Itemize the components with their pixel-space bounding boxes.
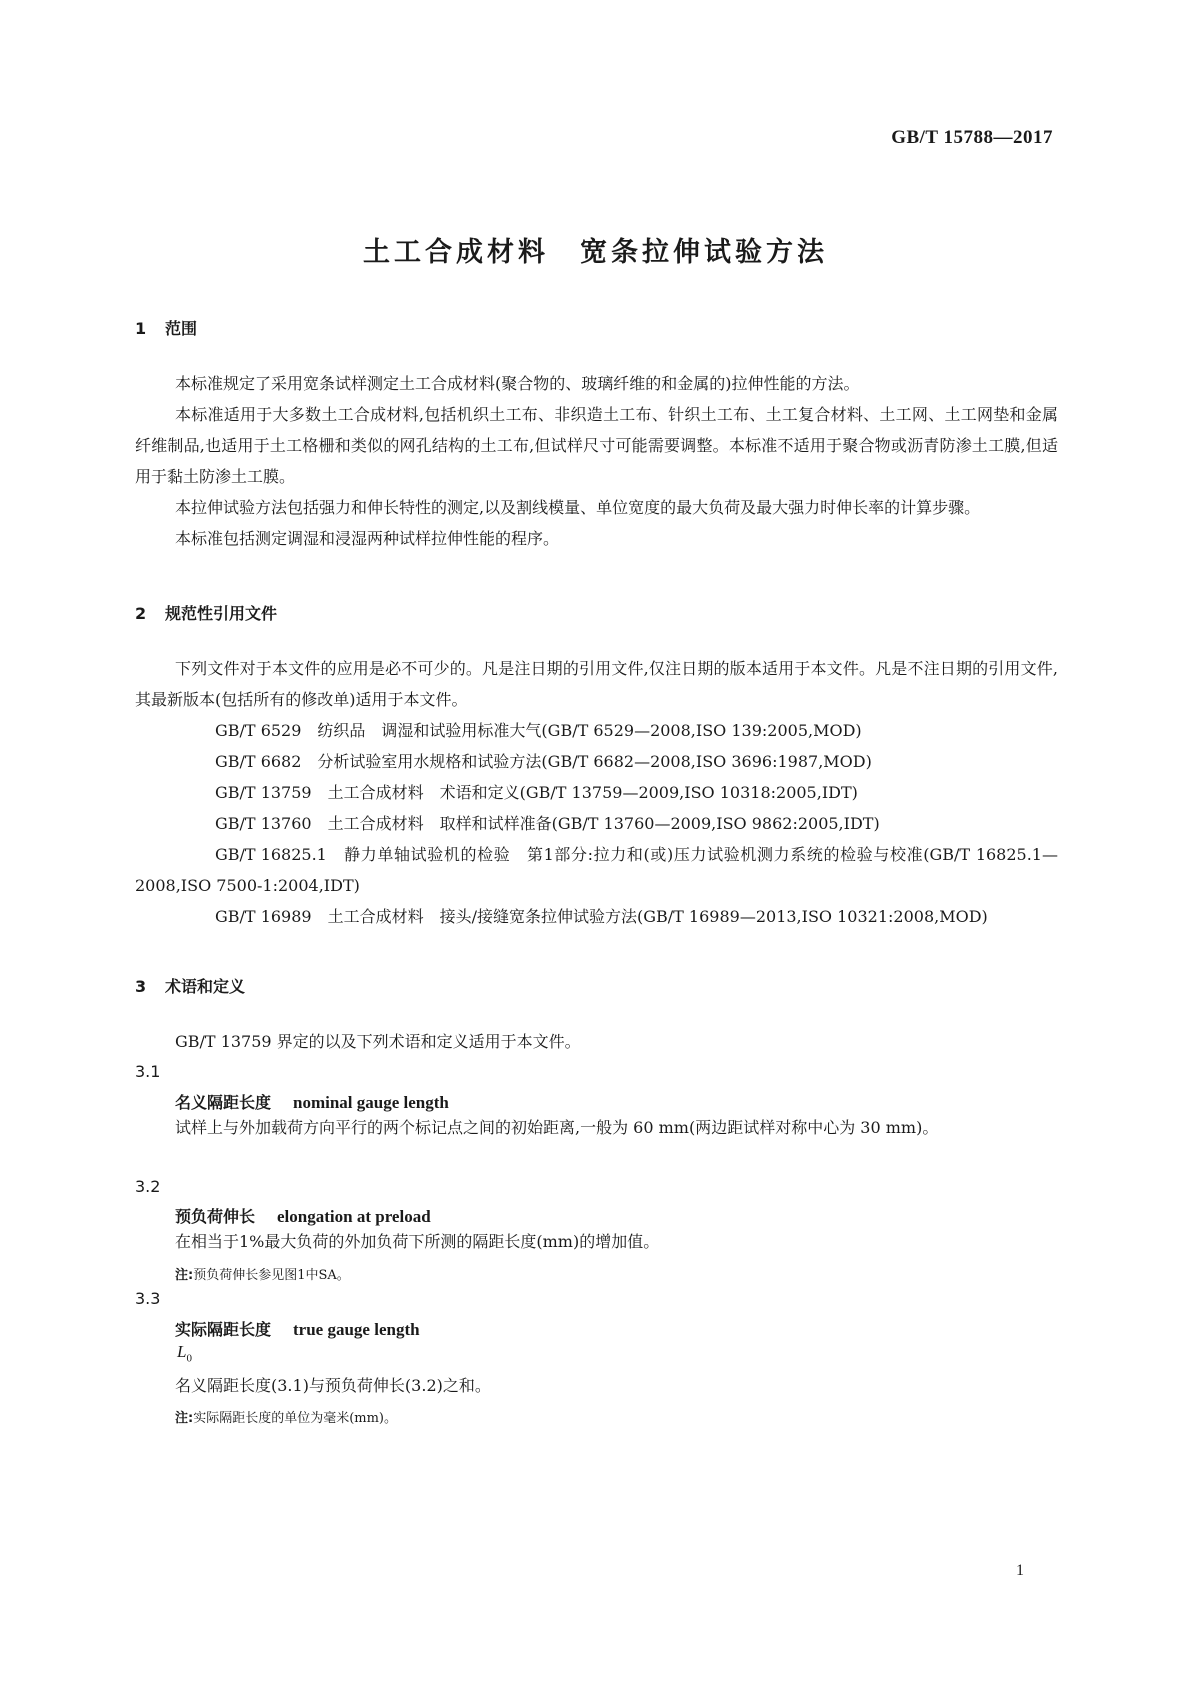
reference-code: GB/T 6529 [215,721,302,740]
note-text: 预负荷伸长参见图1中SA。 [193,1268,350,1283]
clause-number: 3.3 [135,1289,161,1308]
page-number: 1 [1016,1562,1024,1579]
term-en: nominal gauge length [293,1093,449,1112]
reference-item [135,901,1058,932]
reference-title: 土工合成材料 术语和定义(GB/T 13759—2009,ISO 10318:2005,IDT) [327,783,858,802]
section-title: 术语和定义 [165,977,246,996]
reference-code: GB/T 16989 [215,907,312,926]
paragraph: 本标准规定了采用宽条试样测定土工合成材料(聚合物的、玻璃纤维的和金属的)拉伸性能的方法。 [175,374,860,393]
document-title: 土工合成材料 宽条拉伸试验方法 [363,237,828,268]
clause-number: 3.2 [135,1177,161,1196]
term-note [175,1407,397,1426]
reference-item [135,808,1058,839]
reference-item [135,746,1058,777]
reference-code: GB/T 13760 [215,814,312,833]
paragraph: 本标准适用于大多数土工合成材料,包括机织土工布、非织造土工布、针织土工布、土工复合材料、土工网、土工网垫和金属纤维制品,也适用于土工格栅和类似的网孔结构的土工布,但试样尺寸可能需要调整。本标准不适用于聚合物或沥青防渗土工膜,但适用于黏土防渗土工膜。 [135,405,1058,486]
section-number: 3 [135,977,147,996]
term-heading [175,1317,420,1340]
reference-item [135,839,1058,901]
paragraph: 下列文件对于本文件的应用是必不可少的。凡是注日期的引用文件,仅注日期的版本适用于本文件。凡是不注日期的引用文件,其最新版本(包括所有的修改单)适用于本文件。 [135,659,1058,709]
note-text: 实际隔距长度的单位为毫米(mm)。 [193,1411,398,1426]
reference-title: 静力单轴试验机的检验 第1部分:拉力和(或)压力试验机测力系统的检验与校准(GB/T 16825.1—2008,ISO 7500-1:2004,IDT) [135,845,1058,895]
standard-number: GB/T 15788—2017 [891,127,1053,148]
section-3-intro: GB/T 13759 界定的以及下列术语和定义适用于本文件。 [175,1032,581,1051]
term-en: elongation at preload [277,1207,431,1226]
term-note [175,1264,350,1283]
section-2-body [135,653,1058,932]
term-zh: 预负荷伸长 [175,1207,256,1226]
symbol-subscript: 0 [186,1352,192,1365]
reference-title: 土工合成材料 取样和试样准备(GB/T 13760—2009,ISO 9862:2005,IDT) [327,814,880,833]
section-title: 范围 [165,319,198,338]
reference-code: GB/T 13759 [215,783,312,802]
reference-item [135,715,1058,746]
term-zh: 名义隔距长度 [175,1093,272,1112]
term-definition: 在相当于1%最大负荷的外加负荷下所测的隔距长度(mm)的增加值。 [175,1232,660,1251]
note-label: 注: [175,1411,194,1426]
section-1-heading [135,316,197,339]
term-en: true gauge length [293,1320,420,1339]
section-title: 规范性引用文件 [165,604,278,623]
clause-number: 3.1 [135,1062,161,1081]
symbol-letter: L [177,1342,187,1361]
section-number: 1 [135,319,147,338]
term-definition: 试样上与外加载荷方向平行的两个标记点之间的初始距离,一般为 60 mm(两边距试样对称中心为 30 mm)。 [175,1118,939,1137]
section-3-heading [135,974,245,997]
reference-code: GB/T 16825.1 [215,845,327,864]
term-heading [175,1090,449,1113]
section-1-body [135,368,1058,554]
paragraph: 本拉伸试验方法包括强力和伸长特性的测定,以及割线模量、单位宽度的最大负荷及最大强力时伸长率的计算步骤。 [175,498,981,517]
term-heading [175,1204,431,1227]
paragraph: 本标准包括测定调湿和浸湿两种试样拉伸性能的程序。 [175,529,560,548]
section-2-heading [135,601,277,624]
reference-title: 纺织品 调湿和试验用标准大气(GB/T 6529—2008,ISO 139:2005,MOD) [317,721,862,740]
note-label: 注: [175,1268,194,1283]
section-number: 2 [135,604,147,623]
term-definition: 名义隔距长度(3.1)与预负荷伸长(3.2)之和。 [175,1376,491,1395]
reference-title: 土工合成材料 接头/接缝宽条拉伸试验方法(GB/T 16989—2013,ISO 10321:2008,MOD) [327,907,988,926]
reference-title: 分析试验室用水规格和试验方法(GB/T 6682—2008,ISO 3696:1987,MOD) [317,752,872,771]
term-symbol [177,1342,192,1364]
reference-item [135,777,1058,808]
term-zh: 实际隔距长度 [175,1320,272,1339]
reference-code: GB/T 6682 [215,752,302,771]
